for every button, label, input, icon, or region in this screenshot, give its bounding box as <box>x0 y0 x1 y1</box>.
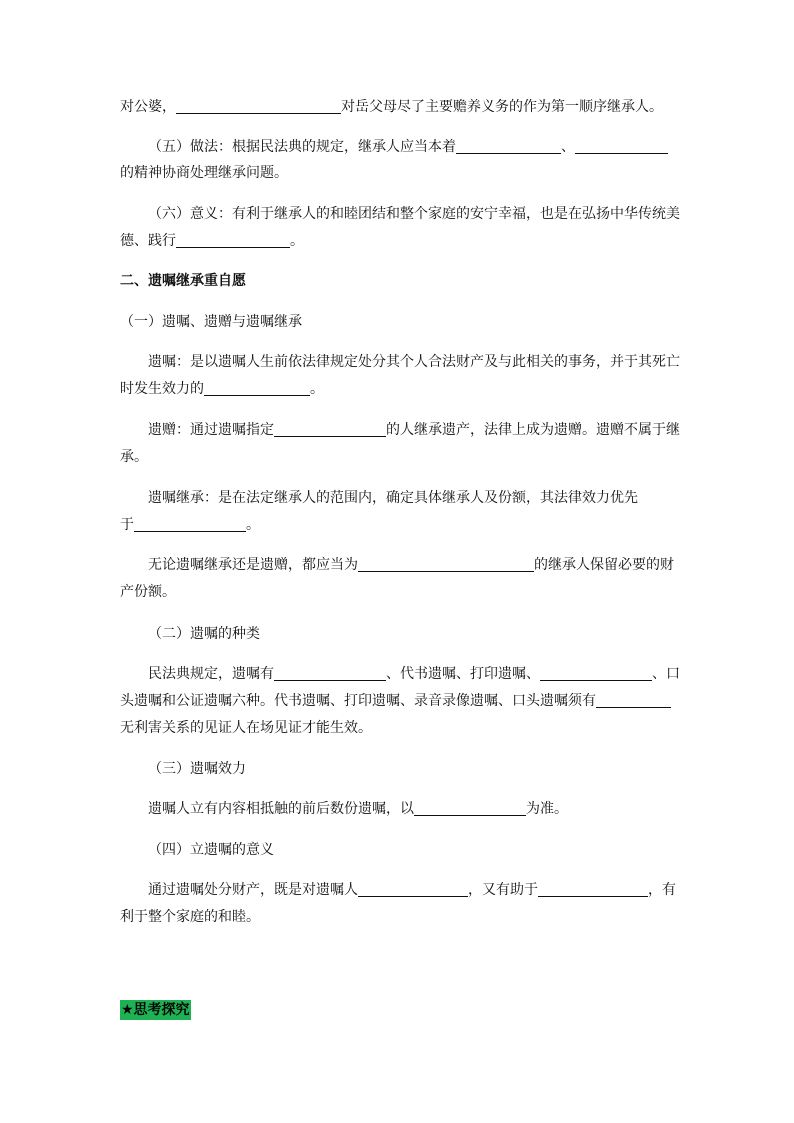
text-line: 产份额。 <box>120 584 176 600</box>
fill-blank[interactable] <box>176 233 290 248</box>
subsection-heading: （四）立遗嘱的意义 <box>148 842 274 858</box>
text-line: 无论遗嘱继承还是遗赠，都应当为 的继承人保留必要的财 <box>148 557 674 573</box>
text-line: 头遗嘱和公证遗嘱六种。代书遗嘱、打印遗嘱、录音录像遗嘱、口头遗嘱须有 <box>120 691 676 711</box>
text-line: 的精神协商处理继承问题。 <box>120 165 288 181</box>
fill-blank[interactable] <box>274 666 386 681</box>
fill-blank[interactable] <box>274 422 386 437</box>
fill-blank[interactable] <box>456 139 561 154</box>
fill-blank[interactable] <box>414 801 526 816</box>
fill-blank[interactable] <box>358 882 468 897</box>
subsection-heading: （三）遗嘱效力 <box>148 761 246 777</box>
text-line: （五）做法：根据民法典的规定，继承人应当本着 、 <box>148 137 676 157</box>
text-line: 无利害关系的见证人在场见证才能生效。 <box>120 720 372 736</box>
text-line: 遗嘱继承：是在法定继承人的范围内，确定具体继承人及份额，其法律效力优先 <box>148 490 638 506</box>
text-line: 民法典规定，遗嘱有 、代书遗嘱、打印遗嘱、 、口 <box>148 666 680 682</box>
text-line: 遗嘱：是以遗嘱人生前依法律规定处分其个人合法财产及与此相关的事务，并于其死亡 <box>148 354 680 370</box>
text-line: 德、践行 。 <box>120 233 304 249</box>
text-line: 于 。 <box>120 517 260 533</box>
think-explore-label: ★思考探究 <box>121 1002 190 1018</box>
fill-blank[interactable] <box>204 381 310 396</box>
text-line: 承。 <box>120 449 148 465</box>
fill-blank[interactable] <box>540 666 652 681</box>
text-line: 遗嘱人立有内容相抵触的前后数份遗嘱，以 为准。 <box>148 801 568 817</box>
fill-blank[interactable] <box>358 557 534 572</box>
fill-blank[interactable] <box>176 99 341 114</box>
text-line: 遗赠：通过遗嘱指定 的人继承遗产，法律上成为遗赠。遗赠不属于继 <box>148 422 680 438</box>
fill-blank[interactable] <box>575 139 668 154</box>
text-line: 通过遗嘱处分财产，既是对遗嘱人 ，又有助于 ，有 <box>148 882 676 898</box>
text-line: 对公婆， 对岳父母尽了主要赡养义务的作为第一顺序继承人。 <box>120 99 663 115</box>
subsection-heading: （一）遗嘱、遗赠与遗嘱继承 <box>120 314 302 330</box>
text-line: 利于整个家庭的和睦。 <box>120 909 260 925</box>
fill-blank[interactable] <box>538 882 648 897</box>
fill-blank[interactable] <box>134 517 246 532</box>
fill-blank[interactable] <box>596 693 671 708</box>
subsection-heading: （二）遗嘱的种类 <box>148 626 260 642</box>
text-line: 时发生效力的 。 <box>120 381 324 397</box>
text-line: （六）意义：有利于继承人的和睦团结和整个家庭的安宁幸福，也是在弘扬中华传统美 <box>148 206 680 222</box>
section-heading: 二、遗嘱继承重自愿 <box>120 273 246 289</box>
